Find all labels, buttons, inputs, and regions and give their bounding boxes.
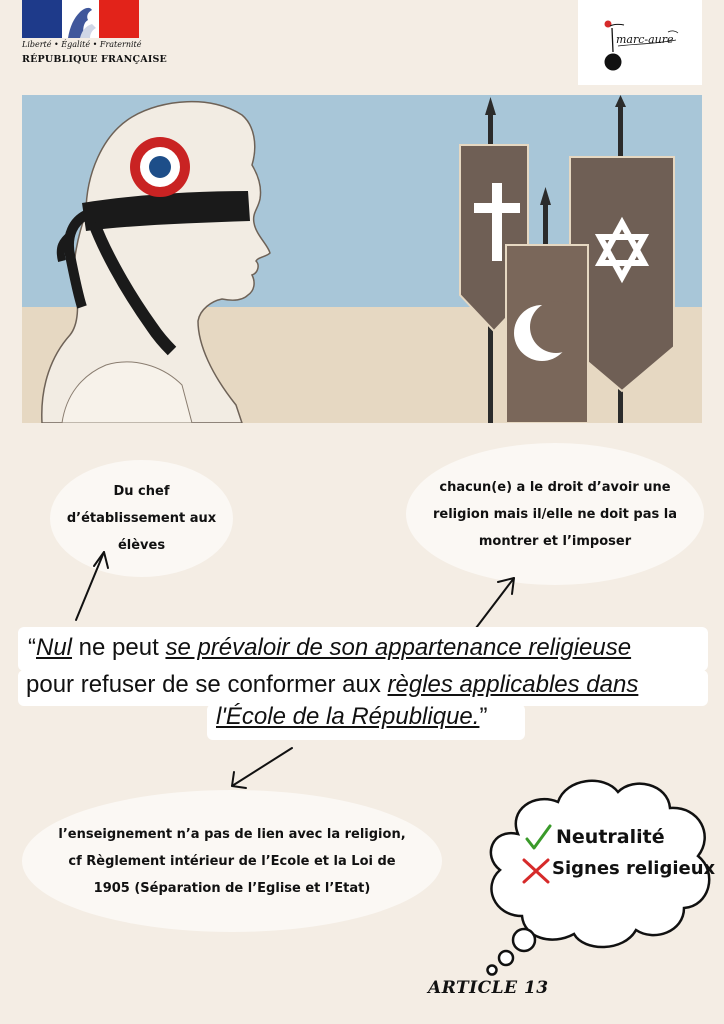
partner-logo-graphic xyxy=(578,0,702,85)
quote-line-1 xyxy=(28,634,631,662)
arrow-to-enseignement xyxy=(232,748,292,786)
arrow-to-droit xyxy=(476,578,514,628)
quote-line-2 xyxy=(26,671,638,699)
quote-part1: ne peut xyxy=(72,634,166,661)
quote-line-3 xyxy=(216,703,487,731)
quote-nul: Nul xyxy=(36,634,73,661)
neutralite-label: Neutralité xyxy=(556,826,665,848)
quote-ecole-republique: l'École de la République. xyxy=(216,703,480,730)
republic-motto: Liberté • Égalité • Fraternité xyxy=(22,40,142,49)
partner-logo-text: marc-aure xyxy=(616,33,674,46)
bubble-enseignement-text: l’enseignement n’a pas de lien avec la religion, cf Règlement intérieur de l’Ecole et la Loi de 1905 (Séparation de l’Eglise et l’Etat) xyxy=(58,826,406,896)
republique-francaise-logo xyxy=(22,0,167,72)
bubble-chef-etablissement xyxy=(50,460,233,577)
check-icon xyxy=(524,824,552,852)
quote-se-prevaloir: se prévaloir de son appartenance religieuse xyxy=(165,634,632,661)
cross-icon xyxy=(520,856,552,886)
bubble-chef-text: Du chef d’établissement aux élèves xyxy=(66,484,217,553)
marianne-profile-icon xyxy=(62,0,99,38)
quote-regles-applicables: règles applicables dans xyxy=(387,671,639,698)
bubble-droit-text: chacun(e) a le droit d’avoir une religion mais il/elle ne doit pas la montrer et l’imposer xyxy=(433,479,677,549)
quote-close-mark: ” xyxy=(479,703,488,730)
bubble-enseignement xyxy=(22,790,442,932)
quote-part2: pour refuser de se conformer aux xyxy=(26,671,388,698)
partner-logo xyxy=(578,0,702,85)
signes-religieux-label: Signes religieux xyxy=(552,858,716,879)
marianne-flag-emblem xyxy=(22,0,139,38)
republic-name: RÉPUBLIQUE FRANÇAISE xyxy=(22,54,167,65)
article-number: ARTICLE 13 xyxy=(428,978,549,998)
bubble-droit-religion xyxy=(406,443,704,585)
laicite-illustration xyxy=(22,95,702,423)
quote-open-mark: “ xyxy=(28,634,36,661)
